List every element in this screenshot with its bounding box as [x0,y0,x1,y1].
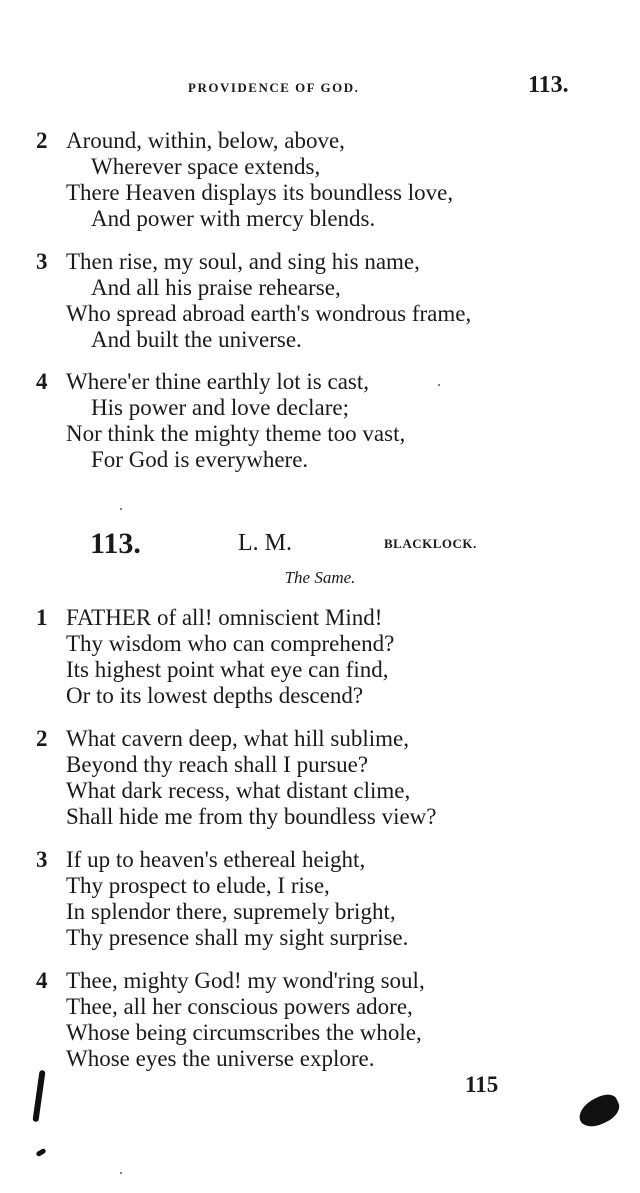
verse-line: Thee, all her conscious powers adore, [66,994,413,1019]
stanza-4 [36,968,596,1072]
speck [438,384,440,386]
speck [120,1172,122,1174]
verse-line: Thy wisdom who can comprehend? [66,631,395,656]
verse-line: Whose eyes the universe explore. [66,1046,375,1071]
stanza-number: 4 [36,369,48,394]
verse-line: Its highest point what eye can find, [66,657,389,682]
stanza-number: 2 [36,726,48,751]
verse-line: Thy presence shall my sight surprise. [66,925,409,950]
stanza-number: 2 [36,128,48,153]
ink-blot [32,1070,45,1122]
stanza-number: 1 [36,605,48,630]
verse-line: Thy prospect to elude, I rise, [66,873,330,898]
verse-line: Or to its lowest depths descend? [66,683,364,708]
verse-line: Who spread abroad earth's wondrous frame, [66,301,472,326]
stanza-prev-3 [36,249,596,353]
verse-line: What dark recess, what distant clime, [66,778,411,803]
ink-blot [35,1148,46,1157]
page-number: 113. [528,72,569,98]
verse-line: Whose being circumscribes the whole, [66,1020,422,1045]
verse-line: Then rise, my soul, and sing his name, [66,249,420,274]
stanza-prev-2 [36,128,596,232]
verse-line: In splendor there, supremely bright, [66,899,396,924]
ink-blot [574,1090,623,1131]
verse-line: And all his praise rehearse, [91,275,341,300]
stanza-1 [36,605,596,709]
catchword: 115 [465,1072,499,1097]
stanza-3 [36,847,596,951]
verse-line: Thee, mighty God! my wond'ring soul, [66,968,425,993]
hymn-number: 113. [90,527,141,560]
hymn-tune: BLACKLOCK. [384,536,477,551]
verse-line: Wherever space extends, [91,154,321,179]
verse-line: Shall hide me from thy boundless view? [66,804,437,829]
verse-line: Beyond thy reach shall I pursue? [66,752,369,777]
verse-line: There Heaven displays its boundless love, [66,180,454,205]
verse-line: His power and love declare; [91,395,350,420]
verse-line: Where'er thine earthly lot is cast, [66,369,370,394]
hymn-header [0,527,640,563]
verse-line: FATHER of all! omniscient Mind! [66,605,383,630]
verse-line: What cavern deep, what hill sublime, [66,726,409,751]
stanza-2 [36,726,596,830]
verse-line: And power with mercy blends. [91,206,376,231]
verse-line: Around, within, below, above, [66,128,345,153]
stanza-number: 4 [36,968,48,993]
verse-line: If up to heaven's ethereal height, [66,847,366,872]
stanza-prev-4 [36,369,596,473]
verse-line: And built the universe. [91,327,302,352]
hymn-meter: L. M. [238,530,292,556]
speck [120,508,122,510]
verse-line: For God is everywhere. [91,447,309,472]
stanza-number: 3 [36,249,48,274]
verse-line: Nor think the mighty theme too vast, [66,421,406,446]
hymn-subtitle: The Same. [284,568,356,587]
stanza-number: 3 [36,847,48,872]
running-head: PROVIDENCE OF GOD. [188,80,360,95]
